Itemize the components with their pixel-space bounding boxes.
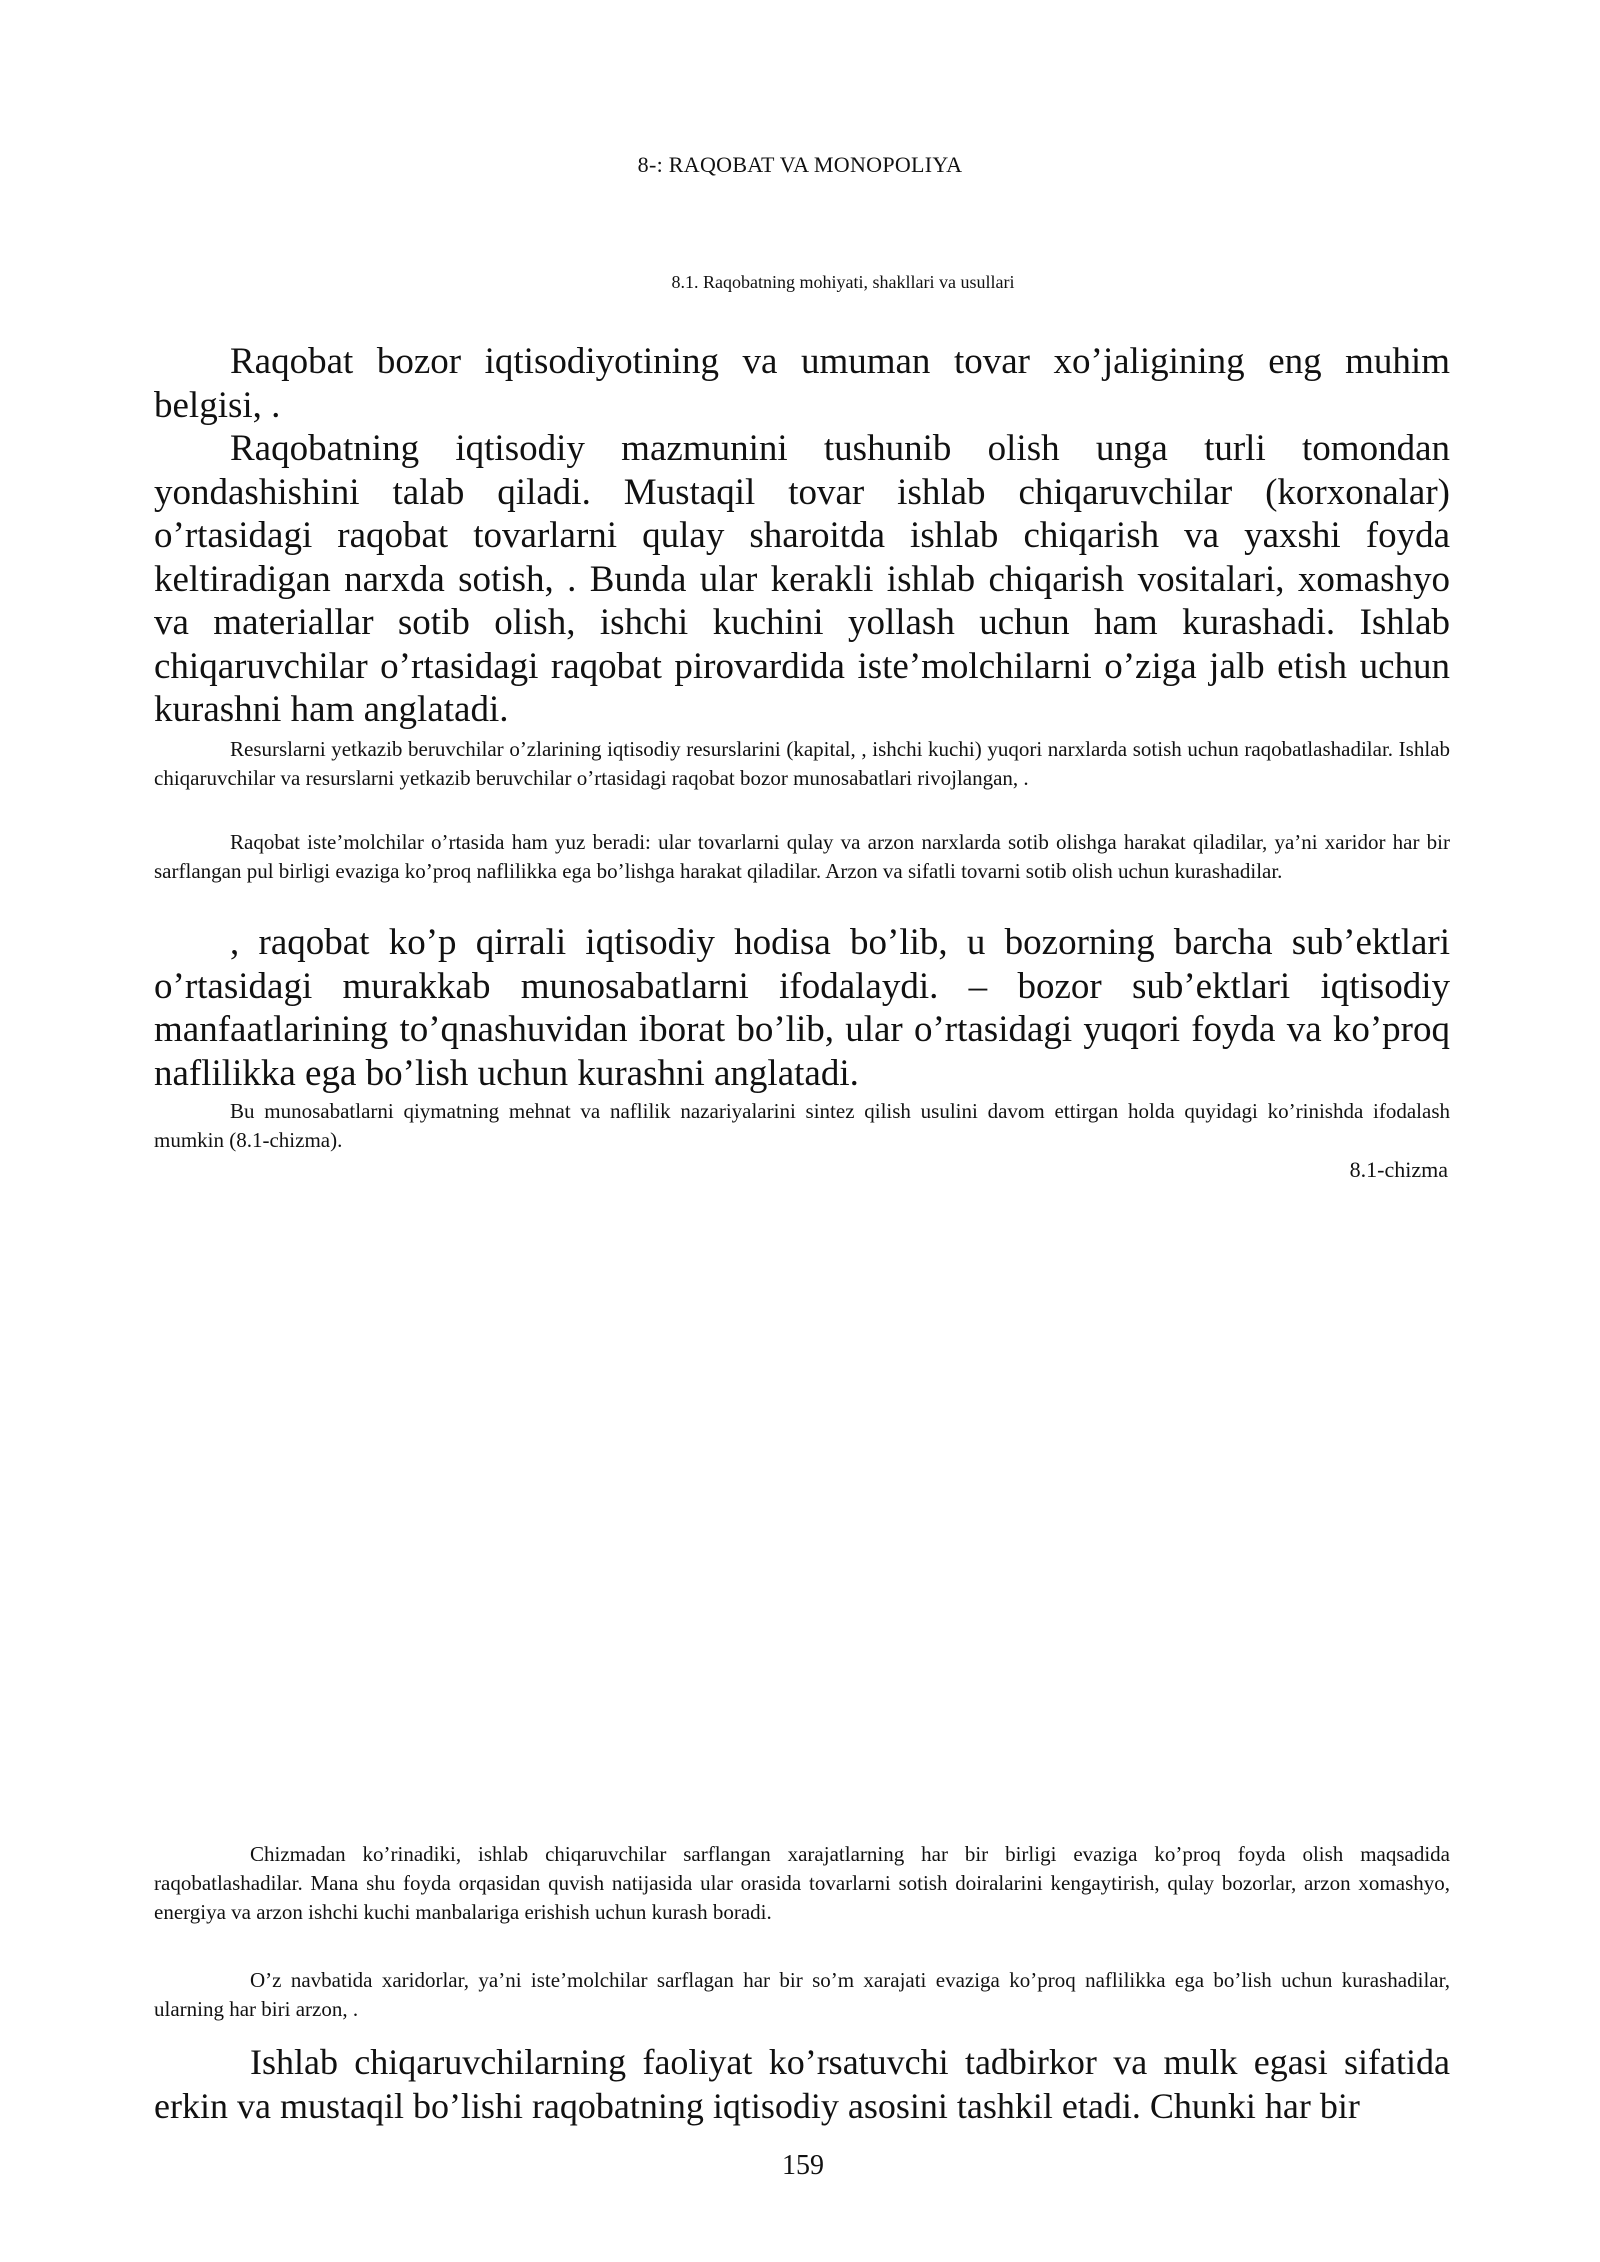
paragraph-9: Ishlab chiqaruvchilarning faoliyat ko’rsatuvchi tadbirkor va mulk egasi sifatida erkin va mustaqil bo’lishi raqobatning iqtisodiy asosini tashkil etadi. Chunki har bir (154, 2042, 1450, 2126)
paragraph-2: Raqobatning iqtisodiy mazmunini tushunib olish unga turli tomondan yondashishini talab qiladi. Mustaqil tovar ishlab chiqaruvchilar (korxonalar) o’rtasidagi raqobat tovarlarni qulay sharoitda ishlab chiqarish va yaxshi foyda keltiradigan narxda sotish, . Bunda ular kerakli ishlab chiqarish vositalari, xomashyo va materiallar sotib olish, ishchi kuchini yollash uchun ham kurashadi. Ishlab chiqaruvchilar o’rtasidagi raqobat pirovardida iste’molchilarni o’ziga jalb etish uchun kurashni ham anglatadi. (154, 428, 1450, 730)
figure-placeholder (154, 1195, 1450, 1815)
paragraph-8: O’z navbatida xaridorlar, ya’ni iste’molchilar sarflagan har bir so’m xarajati evaziga ko’proq naflilikka ega bo’lish uchun kurashadilar, ularning har biri arzon, . (154, 1968, 1450, 2021)
paragraph-6: Bu munosabatlarni qiymatning mehnat va naflilik nazariyalarini sintez qilish usulini davom ettirgan holda quyidagi ko’rinishda ifodalash mumkin (8.1-chizma). (154, 1099, 1450, 1152)
paragraph-4: Raqobat iste’molchilar o’rtasida ham yuz beradi: ular tovarlarni qulay va arzon narxlarda sotib olishga harakat qiladilar, ya’ni xaridor har bir sarflangan pul birligi evaziga ko’proq naflilikka ega bo’lishga harakat qiladilar. Arzon va sifatli tovarni sotib olish uchun kurashadilar. (154, 830, 1450, 883)
paragraph-3: Resurslarni yetkazib beruvchilar o’zlarining iqtisodiy resurslarini (kapital, , ishchi kuchi) yuqori narxlarda sotish uchun raqobatlashadilar. Ishlab chiqaruvchilar va resurslarni yetkazib beruvchilar o’rtasidagi raqobat bozor munosabatlari rivojlangan, . (154, 737, 1450, 790)
figure-label: 8.1-chizma (1349, 1157, 1448, 1182)
page-number: 159 (782, 2150, 824, 2181)
paragraph-5: , raqobat ko’p qirrali iqtisodiy hodisa bo’lib, u bozorning barcha sub’ektlari o’rtasidagi murakkab munosabatlarni ifodalaydi. – bozor sub’ektlari iqtisodiy manfaatlarining to’qnashuvidan iborat bo’lib, ular o’rtasidagi yuqori foyda va ko’proq naflilikka ega bo’lish uchun kurashni anglatadi. (154, 922, 1450, 1094)
chapter-title: 8-: RAQOBAT VA MONOPOLIYA (637, 152, 963, 177)
paragraph-7: Chizmadan ko’rinadiki, ishlab chiqaruvchilar sarflangan xarajatlarning har bir birligi evaziga ko’proq foyda olish maqsadida raqobatlashadilar. Mana shu foyda orqasidan quvish natijasida ular orasida tovarlarni sotish doiralarini kengaytirish, qulay bozorlar, arzon xomashyo, energiya va arzon ishchi kuchi manbalariga erishish uchun kurash boradi. (154, 1842, 1450, 1924)
paragraph-1: Raqobat bozor iqtisodiyotining va umuman tovar xo’jaligining eng muhim belgisi, . (154, 341, 1450, 426)
section-title: 8.1. Raqobatning mohiyati, shakllari va usullari (671, 272, 1015, 292)
